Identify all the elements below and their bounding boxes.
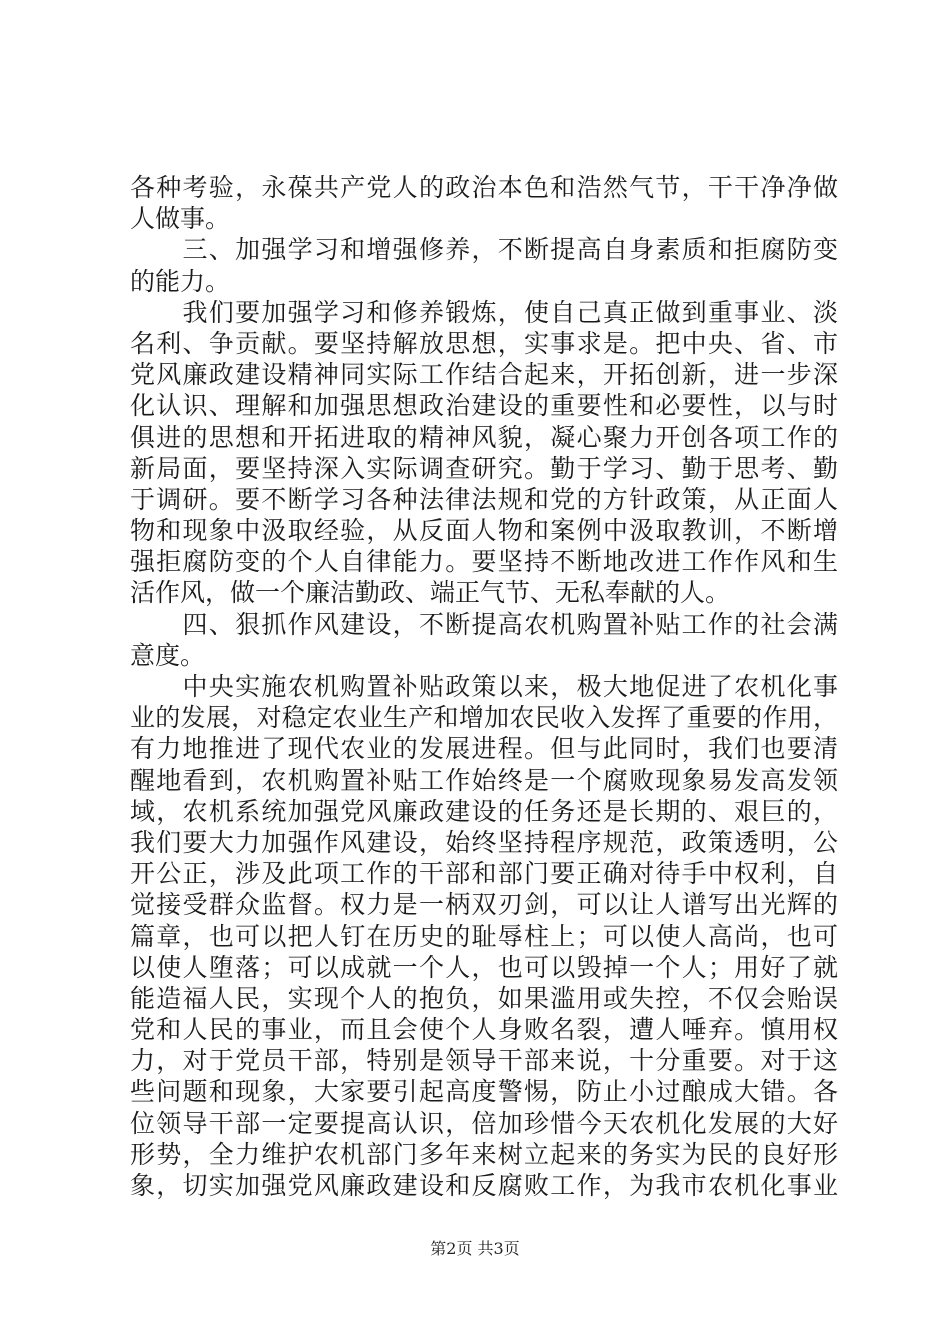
text-line: 各种考验，永葆共产党人的政治本色和浩然气节，干干净净做 bbox=[130, 173, 838, 202]
text-line: 业的发展，对稳定农业生产和增加农民收入发挥了重要的作用， bbox=[130, 703, 838, 733]
text-line: 我们要加强学习和修养锻炼，使自己真正做到重事业、淡 bbox=[130, 297, 838, 327]
text-line: 开公正，涉及此项工作的干部和部门要正确对待手中权利，自 bbox=[130, 859, 838, 889]
text-line: 名利、争贡献。要坚持解放思想，实事求是。把中央、省、市 bbox=[130, 328, 838, 358]
text-line: 篇章，也可以把人钉在历史的耻辱柱上；可以使人高尚，也可 bbox=[130, 921, 838, 951]
text-line: 人做事。 bbox=[130, 204, 231, 234]
text-line: 的能力。 bbox=[130, 266, 231, 296]
text-line: 党和人民的事业，而且会使个人身败名裂，遭人唾弃。慎用权 bbox=[130, 1015, 838, 1045]
text-line: 力，对于党员干部，特别是领导干部来说，十分重要。对于这 bbox=[130, 1046, 838, 1076]
text-line: 俱进的思想和开拓进取的精神风貌，凝心聚力开创各项工作的 bbox=[130, 422, 838, 452]
text-line: 中央实施农机购置补贴政策以来，极大地促进了农机化事 bbox=[130, 672, 838, 701]
text-line: 三、加强学习和增强修养，不断提高自身素质和拒腐防变 bbox=[130, 235, 838, 265]
text-line: 意度。 bbox=[130, 640, 206, 670]
text-line: 有力地推进了现代农业的发展进程。但与此同时，我们也要清 bbox=[130, 734, 838, 764]
text-line: 化认识、理解和加强思想政治建设的重要性和必要性，以与时 bbox=[130, 391, 838, 421]
text-line: 象，切实加强党风廉政建设和反腐败工作，为我市农机化事业 bbox=[130, 1171, 838, 1200]
text-line: 四、狠抓作风建设，不断提高农机购置补贴工作的社会满 bbox=[130, 609, 838, 639]
text-line: 于调研。要不断学习各种法律法规和党的方针政策，从正面人 bbox=[130, 484, 838, 514]
text-line: 域，农机系统加强党风廉政建设的任务还是长期的、艰巨的， bbox=[130, 796, 838, 826]
text-line: 以使人堕落；可以成就一个人，也可以毁掉一个人；用好了就 bbox=[130, 952, 838, 982]
text-line: 强拒腐防变的个人自律能力。要坚持不断地改进工作作风和生 bbox=[130, 547, 838, 577]
text-line: 位领导干部一定要提高认识，倍加珍惜今天农机化发展的大好 bbox=[130, 1108, 838, 1138]
text-line: 觉接受群众监督。权力是一柄双刃剑，可以让人谱写出光辉的 bbox=[130, 890, 838, 920]
page-number-label: 第2页 共3页 bbox=[430, 1239, 520, 1258]
text-line: 新局面，要坚持深入实际调查研究。勤于学习、勤于思考、勤 bbox=[130, 453, 838, 483]
text-line: 形势，全力维护农机部门多年来树立起来的务实为民的良好形 bbox=[130, 1139, 838, 1169]
page-footer bbox=[0, 1239, 950, 1259]
text-line: 活作风，做一个廉洁勤政、端正气节、无私奉献的人。 bbox=[130, 578, 731, 608]
text-line: 我们要大力加强作风建设，始终坚持程序规范，政策透明，公 bbox=[130, 827, 838, 857]
text-line: 能造福人民，实现个人的抱负，如果滥用或失控，不仅会贻误 bbox=[130, 983, 838, 1013]
text-line: 些问题和现象，大家要引起高度警惕，防止小过酿成大错。各 bbox=[130, 1077, 838, 1107]
document-body bbox=[130, 172, 838, 1201]
text-line: 物和现象中汲取经验，从反面人物和案例中汲取教训，不断增 bbox=[130, 516, 838, 546]
text-line: 党风廉政建设精神同实际工作结合起来，开拓创新，进一步深 bbox=[130, 360, 838, 390]
text-line: 醒地看到，农机购置补贴工作始终是一个腐败现象易发高发领 bbox=[130, 765, 838, 795]
